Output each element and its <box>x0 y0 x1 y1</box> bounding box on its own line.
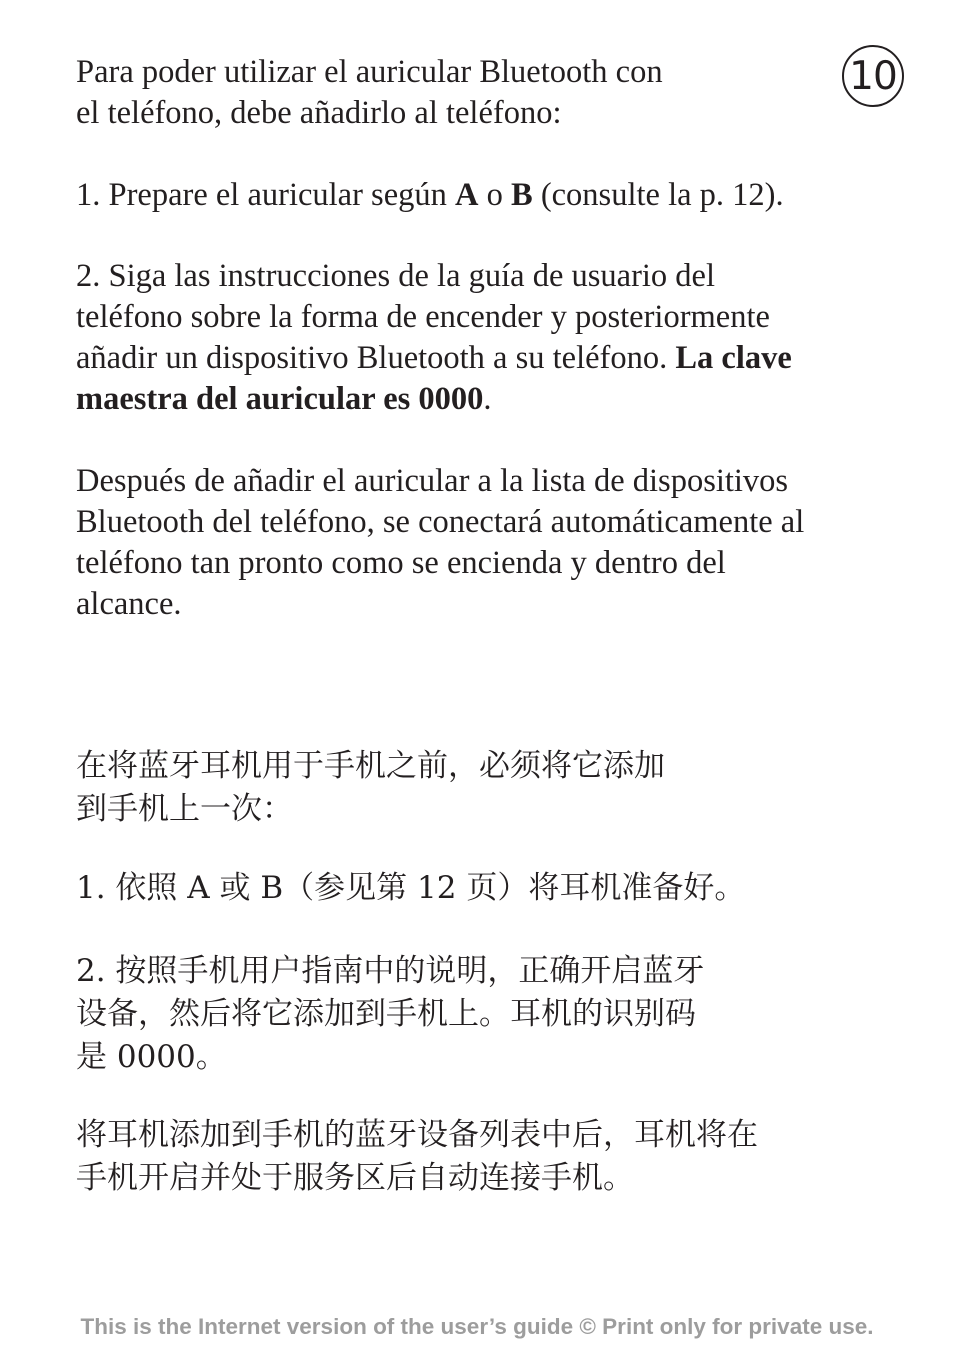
es-option-b: B <box>511 177 533 213</box>
es-passkey-text: La clave <box>675 340 792 376</box>
zh-after-paragraph <box>76 1114 758 1200</box>
es-step-2-text: añadir un dispositivo Bluetooth a su teléfono. <box>76 340 676 376</box>
es-step-2 <box>76 256 792 420</box>
zh-step-2-line: 2. 按照手机用户指南中的说明，正确开启蓝牙 <box>76 953 705 989</box>
zh-step-2-line: 设备，然后将它添加到手机上。耳机的识别码 <box>76 996 696 1032</box>
es-after-line: Después de añadir el auricular a la lista de dispositivos <box>76 463 789 499</box>
es-after-paragraph <box>76 461 804 625</box>
es-step-2-line: teléfono sobre la forma de encender y posteriormente <box>76 299 770 335</box>
zh-step-2-line: 是 0000。 <box>76 1039 227 1075</box>
zh-step-2 <box>76 950 704 1079</box>
es-step-1-prefix: 1. Prepare el auricular según <box>76 177 456 213</box>
es-step-2-line <box>76 379 792 420</box>
es-step-2-line: 2. Siga las instrucciones de la guía de usuario del <box>76 258 716 294</box>
page-number: 10 <box>849 53 897 99</box>
zh-intro-line: 在将蓝牙耳机用于手机之前，必须将它添加 <box>76 748 665 784</box>
zh-step-1 <box>76 867 745 910</box>
es-option-a: A <box>455 177 479 213</box>
es-after-line: teléfono tan pronto como se encienda y dentro del <box>76 545 726 581</box>
es-step-1 <box>76 175 784 216</box>
es-after-line: alcance. <box>76 586 182 622</box>
es-after-line: Bluetooth del teléfono, se conectará automáticamente al <box>76 504 805 540</box>
es-intro-line: el teléfono, debe añadirlo al teléfono: <box>76 95 562 131</box>
es-intro-paragraph <box>76 52 663 134</box>
zh-intro-paragraph <box>76 745 665 831</box>
es-step-2-end: . <box>483 381 492 417</box>
es-passkey-text: maestra del auricular es 0000 <box>76 381 484 417</box>
es-step-1-suffix: (consulte la p. 12). <box>532 177 784 213</box>
es-step-2-line <box>76 338 792 379</box>
page-number-badge <box>842 45 904 107</box>
es-step-1-middle: o <box>478 177 511 213</box>
zh-step-1-line: 1. 依照 A 或 B（参见第 12 页）将耳机准备好。 <box>76 870 746 906</box>
es-intro-line: Para poder utilizar el auricular Bluetooth con <box>76 54 663 90</box>
zh-after-line: 将耳机添加到手机的蓝牙设备列表中后，耳机将在 <box>76 1117 758 1153</box>
zh-after-line: 手机开启并处于服务区后自动连接手机。 <box>76 1160 634 1196</box>
zh-intro-line: 到手机上一次： <box>76 791 293 827</box>
footer-disclaimer: This is the Internet version of the user’s guide © Print only for private use. <box>80 1314 874 1339</box>
